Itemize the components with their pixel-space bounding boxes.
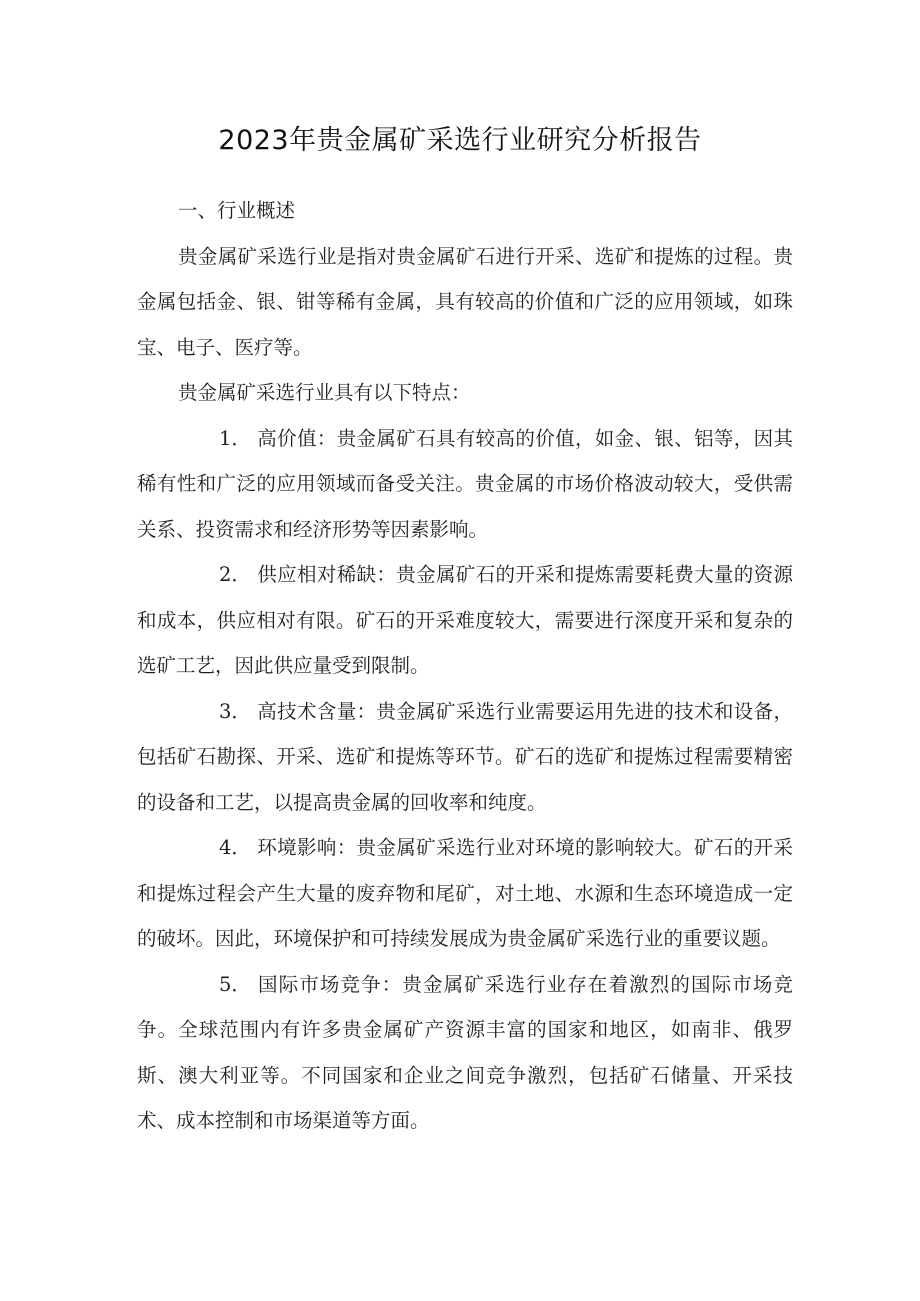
feature-number: 1． [219,426,251,450]
document-body [137,188,793,1144]
feature-number: 3． [219,699,251,723]
feature-item-2 [137,552,793,689]
feature-number: 4． [219,836,251,859]
feature-item-5 [137,962,793,1144]
feature-item-1 [137,416,793,553]
document-title: 2023年贵金属矿采选行业研究分析报告 [218,125,702,156]
feature-item-3 [137,689,793,826]
feature-text: 环境影响：贵金属矿采选行业对环境的影响较大。矿石的开采和提炼过程会产生大量的废弃物和尾矿，对土地、水源和生态环境造成一定的破坏。因此，环境保护和可持续发展成为贵金属矿采选行业的重要议题。 [137,836,793,950]
feature-item-4 [137,825,793,962]
feature-number: 2． [219,563,251,586]
section-heading: 一、行业概述 [178,199,296,222]
feature-text: 高技术含量：贵金属矿采选行业需要运用先进的技术和设备，包括矿石勘探、开采、选矿和提炼等环节。矿石的选矿和提炼过程需要精密的设备和工艺，以提高贵金属的回收率和纯度。 [137,699,793,814]
feature-text: 供应相对稀缺：贵金属矿石的开采和提炼需要耗费大量的资源和成本，供应相对有限。矿石的开采难度较大，需要进行深度开采和复杂的选矿工艺，因此供应量受到限制。 [137,563,793,677]
feature-text: 国际市场竞争：贵金属矿采选行业存在着激烈的国际市场竞争。全球范围内有许多贵金属矿产资源丰富的国家和地区，如南非、俄罗斯、澳大利亚等。不同国家和企业之间竞争激烈，包括矿石储量、开采技术、成本控制和市场渠道等方面。 [137,972,793,1132]
features-intro: 贵金属矿采选行业具有以下特点： [178,381,471,404]
feature-text: 高价值：贵金属矿石具有较高的价值，如金、银、铝等，因其稀有性和广泛的应用领域而备受关注。贵金属的市场价格波动较大，受供需关系、投资需求和经济形势等因素影响。 [137,426,793,541]
feature-number: 5． [219,972,251,996]
intro-paragraph: 贵金属矿采选行业是指对贵金属矿石进行开采、选矿和提炼的过程。贵金属包括金、银、钳等稀有金属，具有较高的价值和广泛的应用领域，如珠宝、电子、医疗等。 [137,244,793,359]
